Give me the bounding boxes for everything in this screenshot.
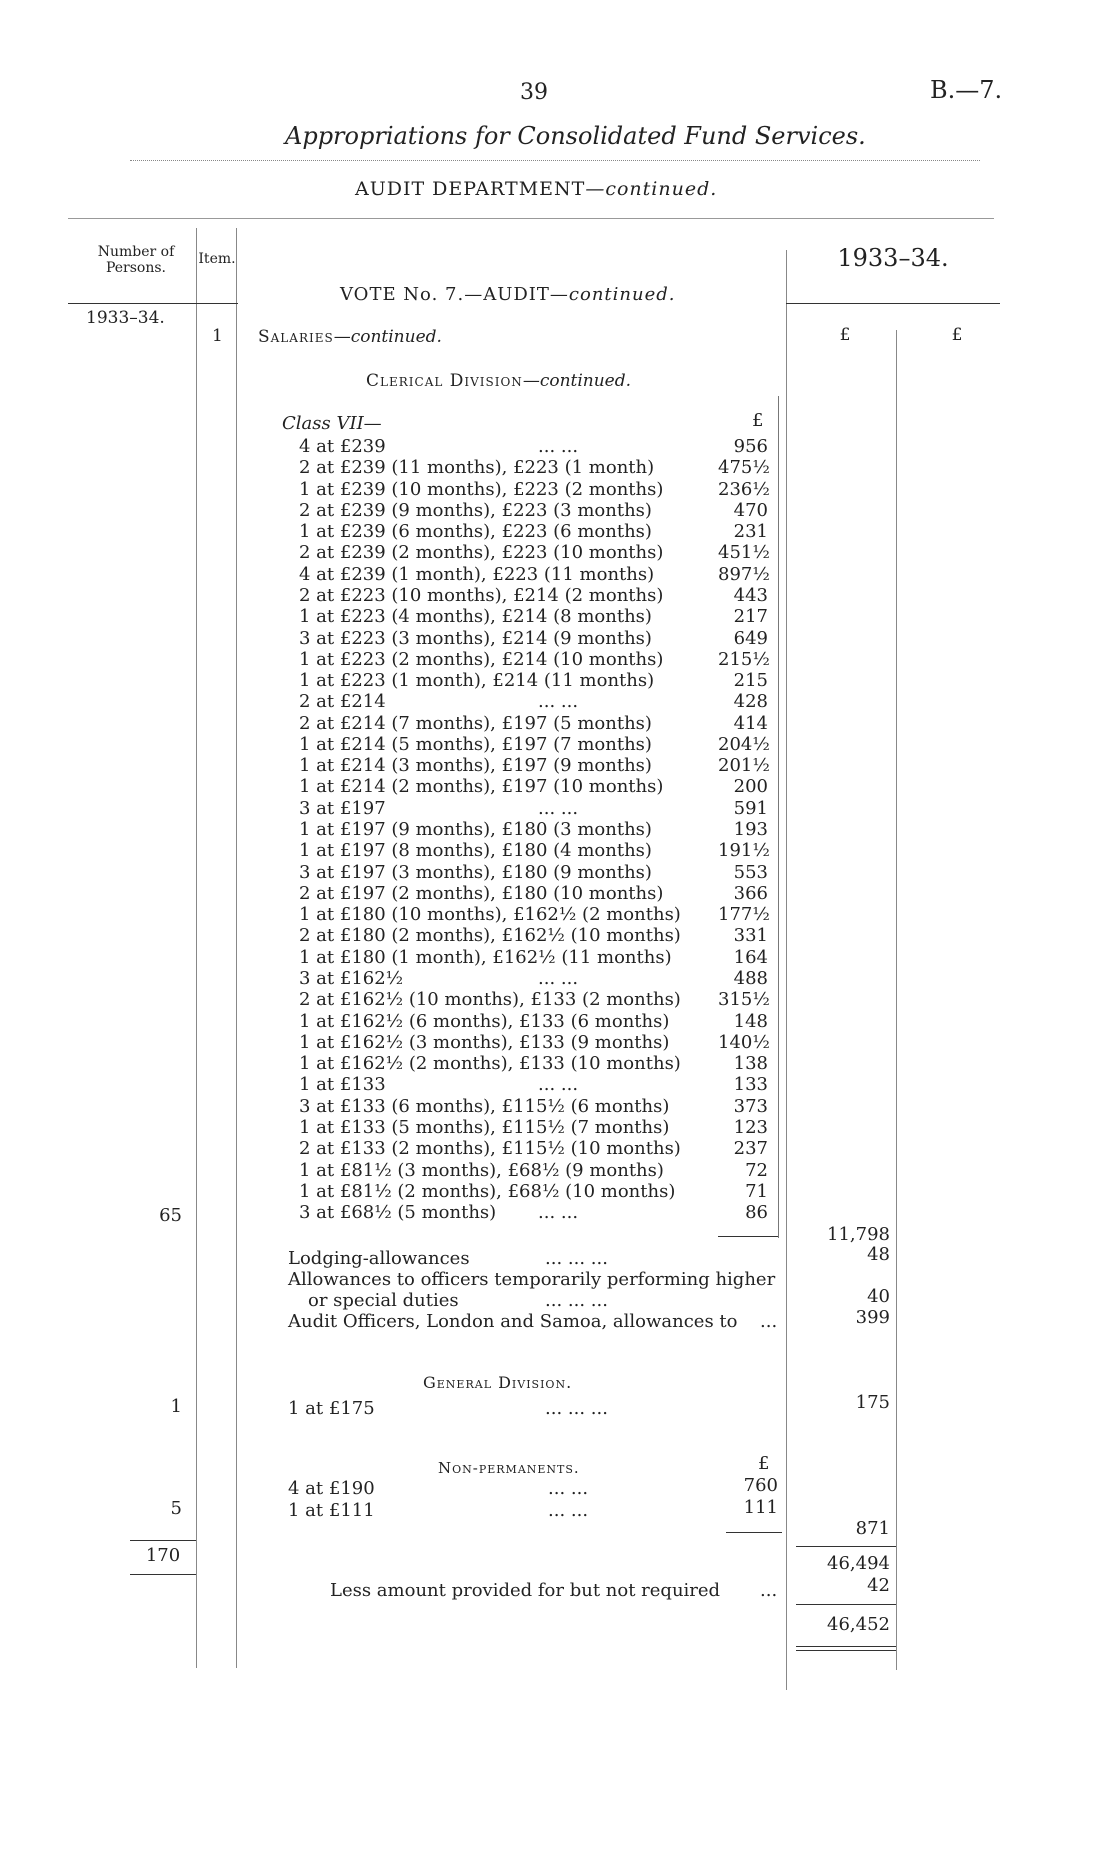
table-top-rule	[68, 218, 994, 219]
class-vii-row-description: 2 at £239 (2 months), £223 (10 months)	[299, 542, 664, 564]
class-vii-row-description: 3 at £162½	[299, 968, 404, 989]
class-vii-row-amount: 138	[733, 1053, 768, 1075]
class-vii-row-ellipsis: ... ...	[538, 1074, 579, 1096]
non-permanents-subtotal-rule	[726, 1532, 782, 1533]
class-vii-row-amount: 236½	[718, 478, 770, 500]
class-vii-row	[0, 1096, 1114, 1117]
class-vii-row-amount: 71	[745, 1180, 768, 1202]
audit-officers-ellipsis: ...	[760, 1311, 778, 1332]
class-vii-row-description: 2 at £162½ (10 months), £133 (2 months)	[299, 989, 681, 1011]
class-vii-row	[0, 479, 1114, 500]
title-rule	[130, 160, 980, 161]
vote-heading: VOTE No. 7.—AUDIT—continued.	[340, 284, 676, 305]
non-permanents-total: 871	[855, 1518, 890, 1539]
class-vii-row-description: 3 at £133 (6 months), £115½ (6 months)	[299, 1095, 670, 1117]
class-vii-row	[0, 1011, 1114, 1032]
class-vii-row-amount: 488	[733, 968, 768, 989]
class-vii-row-amount: 72	[745, 1159, 768, 1181]
class-vii-row-amount: 428	[733, 691, 768, 713]
class-vii-row	[0, 436, 1114, 457]
class-vii-row	[0, 904, 1114, 925]
class-vii-row-description: 1 at £81½ (3 months), £68½ (9 months)	[299, 1159, 664, 1181]
class-vii-row-amount: 191½	[718, 840, 770, 862]
class-vii-row-amount: 193	[733, 819, 768, 841]
non-permanents-heading: Non-permanents.	[438, 1459, 580, 1477]
class-vii-row-amount: 897½	[718, 563, 770, 585]
class-vii-row-ellipsis: ... ...	[538, 797, 579, 819]
class-vii-row-description: 4 at £239 (1 month), £223 (11 months)	[299, 563, 655, 585]
class-vii-row-description: 1 at £223 (4 months), £214 (8 months)	[299, 606, 652, 628]
class-vii-row-amount: 470	[733, 499, 768, 521]
class-vii-row	[0, 819, 1114, 840]
class-vii-row	[0, 606, 1114, 627]
class-vii-row-amount: 215½	[718, 648, 770, 670]
class-vii-row-amount: 177½	[718, 904, 770, 926]
persons-total-rule-bottom	[130, 1574, 196, 1575]
class-vii-row	[0, 670, 1114, 691]
class-vii-row-description: 1 at £180 (10 months), £162½ (2 months)	[299, 904, 681, 926]
audit-officers-amount: 399	[855, 1307, 890, 1328]
class-vii-row-description: 1 at £214 (2 months), £197 (10 months)	[299, 776, 664, 798]
class-vii-row-amount: 591	[733, 797, 768, 819]
non-permanent-row-2-label: 1 at £111	[288, 1500, 375, 1521]
item-number: 1	[212, 326, 223, 346]
class-vii-row	[0, 1181, 1114, 1202]
class-vii-row-description: 4 at £239	[299, 436, 386, 457]
general-row-amount: 175	[855, 1392, 890, 1413]
general-persons-count: 1	[170, 1396, 182, 1417]
temp-allowances-ellipsis: ... ... ...	[545, 1290, 608, 1311]
gross-total: 46,494	[827, 1553, 890, 1574]
net-total: 46,452	[827, 1614, 890, 1635]
class-vii-row	[0, 1117, 1114, 1138]
lodging-allowances-label: Lodging-allowances	[288, 1248, 470, 1269]
class-vii-row	[0, 628, 1114, 649]
class-vii-row-description: 1 at £133 (5 months), £115½ (7 months)	[299, 1116, 670, 1138]
class-vii-row-amount: 231	[733, 521, 768, 543]
class-vii-row-description: 1 at £133	[299, 1074, 386, 1096]
class-vii-row	[0, 713, 1114, 734]
class-vii-row-amount: 443	[733, 584, 768, 606]
non-permanent-row-1-ellipsis: ... ...	[548, 1478, 589, 1499]
class-vii-row-amount: 331	[733, 925, 768, 947]
class-vii-row-amount: 366	[733, 882, 768, 904]
general-division-heading: General Division.	[423, 1373, 573, 1392]
class-vii-row-description: 2 at £214 (7 months), £197 (5 months)	[299, 712, 652, 734]
class-vii-row	[0, 755, 1114, 776]
non-permanent-row-1-label: 4 at £190	[288, 1478, 375, 1499]
class-vii-row	[0, 840, 1114, 861]
class-vii-row	[0, 798, 1114, 819]
net-total-rule-double	[796, 1650, 896, 1651]
class-vii-row-amount: 86	[745, 1202, 768, 1224]
class-vii-row	[0, 521, 1114, 542]
temp-allowances-label-1: Allowances to officers temporarily performing higher	[288, 1269, 776, 1290]
clerical-division-heading: Clerical Division—continued.	[366, 371, 632, 391]
class-vii-row-amount: 649	[733, 627, 768, 649]
salaries-heading: Salaries—continued.	[258, 327, 442, 347]
class-vii-row-description: 3 at £223 (3 months), £214 (9 months)	[299, 627, 652, 649]
pound-column-a: £	[839, 325, 851, 345]
class-vii-row-description: 1 at £180 (1 month), £162½ (11 months)	[299, 946, 672, 968]
class-vii-row-description: 2 at £223 (10 months), £214 (2 months)	[299, 584, 664, 606]
temp-allowances-label-2: or special duties	[308, 1290, 459, 1311]
class-vii-row-amount: 200	[733, 776, 768, 798]
page-title: Appropriations for Consolidated Fund Services.	[285, 122, 866, 150]
document-reference: B.—7.	[930, 76, 1003, 104]
class-vii-row-description: 2 at £214	[299, 691, 386, 713]
class-vii-row-amount: 123	[733, 1116, 768, 1138]
class-vii-row	[0, 691, 1114, 712]
class-vii-row-amount: 148	[733, 1010, 768, 1032]
less-amount-ellipsis: ...	[760, 1580, 778, 1601]
class-pound-sign: £	[752, 410, 764, 431]
class-vii-heading: Class VII—	[282, 413, 382, 434]
class-vii-row-ellipsis: ... ...	[538, 968, 579, 989]
audit-officers-label: Audit Officers, London and Samoa, allowances to	[288, 1311, 738, 1332]
class-vii-row-ellipsis: ... ...	[538, 436, 579, 457]
net-total-rule-top	[796, 1604, 896, 1605]
lodging-allowances-amount: 48	[867, 1244, 890, 1265]
class-vii-row-amount: 956	[733, 436, 768, 457]
class-vii-row	[0, 968, 1114, 989]
class-vii-row-description: 1 at £162½ (2 months), £133 (10 months)	[299, 1053, 681, 1075]
class-vii-row-amount: 140½	[718, 1031, 770, 1053]
net-total-rule-bottom	[796, 1646, 896, 1647]
class-vii-row-description: 1 at £81½ (2 months), £68½ (10 months)	[299, 1180, 676, 1202]
class-vii-row	[0, 1138, 1114, 1159]
lodging-ellipsis: ... ... ...	[545, 1248, 608, 1269]
class-vii-row-amount: 201½	[718, 755, 770, 777]
class-vii-row	[0, 862, 1114, 883]
persons-header-rule	[68, 303, 238, 304]
class-vii-row-amount: 133	[733, 1074, 768, 1096]
page-number: 39	[520, 80, 548, 105]
class-vii-row-ellipsis: ... ...	[538, 691, 579, 713]
gross-total-rule	[796, 1546, 896, 1547]
class-vii-row-amount: 204½	[718, 733, 770, 755]
class-vii-row-description: 3 at £68½ (5 months)	[299, 1202, 497, 1224]
class-vii-row-description: 1 at £197 (8 months), £180 (4 months)	[299, 840, 652, 862]
class-vii-row	[0, 883, 1114, 904]
class-vii-row	[0, 585, 1114, 606]
class-vii-row-amount: 237	[733, 1138, 768, 1160]
year-column-header: 1933–34.	[837, 244, 949, 272]
general-row-label: 1 at £175	[288, 1398, 375, 1419]
class-vii-row	[0, 500, 1114, 521]
class-vii-row	[0, 1074, 1114, 1095]
class-vii-row-ellipsis: ... ...	[538, 1202, 579, 1224]
class-vii-row-description: 1 at £239 (6 months), £223 (6 months)	[299, 521, 652, 543]
less-amount: 42	[867, 1575, 890, 1596]
class-vii-row-description: 2 at £239 (11 months), £223 (1 month)	[299, 457, 655, 479]
class-vii-row	[0, 989, 1114, 1010]
class-vii-row	[0, 564, 1114, 585]
non-permanent-row-1-amount: 760	[743, 1475, 778, 1496]
persons-year-label: 1933–34.	[86, 308, 165, 328]
class-vii-row-description: 3 at £197 (3 months), £180 (9 months)	[299, 861, 652, 883]
general-row-ellipsis: ... ... ...	[545, 1398, 608, 1419]
class-vii-row	[0, 542, 1114, 563]
class-vii-row-amount: 164	[733, 946, 768, 968]
class-vii-row	[0, 457, 1114, 478]
non-permanent-row-2-ellipsis: ... ...	[548, 1500, 589, 1521]
pound-column-b: £	[951, 325, 963, 345]
class-vii-row-amount: 215	[733, 670, 768, 692]
persons-total: 170	[145, 1545, 181, 1566]
class-vii-row-description: 2 at £239 (9 months), £223 (3 months)	[299, 499, 652, 521]
class-subtotal-rule	[718, 1236, 778, 1237]
class-vii-row	[0, 1053, 1114, 1074]
class-vii-row-amount: 451½	[718, 542, 770, 564]
class-vii-row	[0, 1032, 1114, 1053]
item-column-header: Item.	[198, 251, 236, 267]
persons-total-rule-top	[130, 1540, 196, 1541]
non-permanents-persons-count: 5	[170, 1498, 182, 1519]
less-amount-label: Less amount provided for but not required	[330, 1580, 721, 1601]
class-vii-row-description: 1 at £214 (5 months), £197 (7 months)	[299, 733, 652, 755]
class-vii-row-description: 1 at £214 (3 months), £197 (9 months)	[299, 755, 652, 777]
class-vii-row	[0, 1160, 1114, 1181]
class-vii-row-description: 1 at £162½ (3 months), £133 (9 months)	[299, 1031, 670, 1053]
year-header-rule	[786, 303, 1000, 304]
class-vii-row	[0, 649, 1114, 670]
class-vii-row-description: 3 at £197	[299, 797, 386, 819]
class-vii-row-description: 2 at £180 (2 months), £162½ (10 months)	[299, 925, 681, 947]
class-vii-row-description: 1 at £223 (1 month), £214 (11 months)	[299, 670, 655, 692]
class-vii-row-amount: 373	[733, 1095, 768, 1117]
class-vii-row-amount: 217	[733, 606, 768, 628]
class-vii-row-amount: 475½	[718, 457, 770, 479]
class-vii-row-description: 1 at £223 (2 months), £214 (10 months)	[299, 648, 664, 670]
class-vii-row	[0, 925, 1114, 946]
class-vii-row-amount: 315½	[718, 989, 770, 1011]
class-vii-row	[0, 947, 1114, 968]
class-total-amount: 11,798	[827, 1224, 890, 1245]
class-vii-row-amount: 553	[733, 861, 768, 883]
department-heading: AUDIT DEPARTMENT—continued.	[355, 178, 718, 200]
persons-column-header: Number of Persons.	[97, 244, 175, 277]
class-vii-row-amount: 414	[733, 712, 768, 734]
class-vii-row-description: 1 at £162½ (6 months), £133 (6 months)	[299, 1010, 670, 1032]
class-vii-row	[0, 776, 1114, 797]
non-permanents-pound-sign: £	[758, 1453, 770, 1474]
class-vii-row-description: 2 at £133 (2 months), £115½ (10 months)	[299, 1138, 681, 1160]
temp-allowances-amount: 40	[867, 1286, 890, 1307]
class-vii-row	[0, 734, 1114, 755]
class-vii-row-description: 1 at £239 (10 months), £223 (2 months)	[299, 478, 664, 500]
class-vii-row-description: 2 at £197 (2 months), £180 (10 months)	[299, 882, 664, 904]
non-permanent-row-2-amount: 111	[743, 1497, 778, 1518]
class-persons-count: 65	[159, 1205, 182, 1226]
class-vii-row-description: 1 at £197 (9 months), £180 (3 months)	[299, 819, 652, 841]
